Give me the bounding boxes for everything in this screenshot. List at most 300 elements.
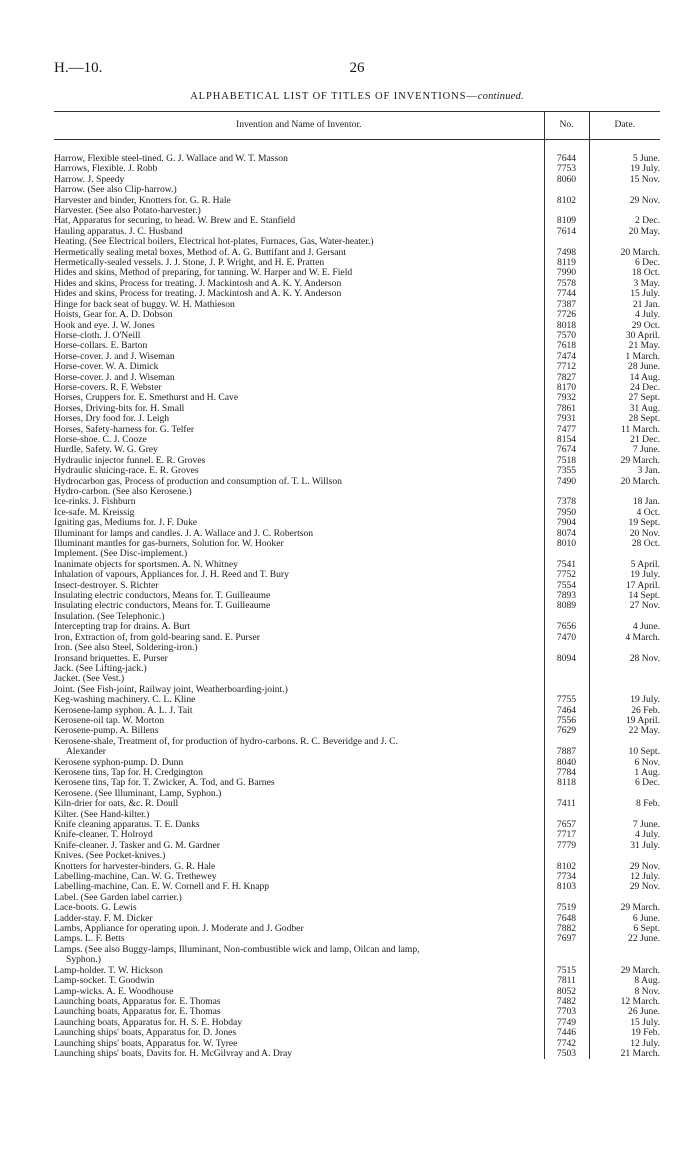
table-row — [54, 549, 660, 559]
invention-cell — [54, 1018, 544, 1028]
invention-cell — [54, 841, 544, 851]
patent-date: 3 Jan. — [589, 466, 660, 476]
invention-cell — [54, 643, 544, 653]
patent-number: 7827 — [544, 373, 589, 383]
invention-text: Iron. (See also Steel, Soldering-iron.) — [54, 643, 198, 654]
table-row — [54, 1039, 660, 1049]
patent-number — [544, 206, 589, 216]
invention-text: Knives. (See Pocket-knives.) — [54, 851, 166, 862]
patent-date: 29 Nov. — [589, 196, 660, 206]
invention-text: Labelling-machine, Can. W. G. Trethewey — [54, 872, 217, 883]
patent-number — [544, 549, 589, 559]
table-row — [54, 591, 660, 601]
table-body — [54, 140, 660, 1060]
patent-date: 3 May. — [589, 279, 660, 289]
table-row — [54, 893, 660, 903]
patent-date — [589, 851, 660, 861]
patent-date: 22 June. — [589, 934, 660, 944]
table-row — [54, 497, 660, 507]
patent-number: 7893 — [544, 591, 589, 601]
invention-text: Kerosene tins, Tap for. H. Credgington — [54, 767, 203, 778]
patent-date — [589, 549, 660, 559]
patent-number: 7717 — [544, 830, 589, 840]
invention-text: Inanimate objects for sportsmen. A. N. Whitney — [54, 559, 238, 570]
patent-number: 7618 — [544, 341, 589, 351]
patent-date: 14 Sept. — [589, 591, 660, 601]
invention-cell — [54, 654, 544, 664]
invention-text: Ironsand briquettes. E. Purser — [54, 653, 168, 664]
patent-number: 7811 — [544, 976, 589, 986]
patent-number: 7378 — [544, 497, 589, 507]
invention-cell — [54, 851, 544, 861]
patent-number: 7515 — [544, 966, 589, 976]
table-row — [54, 581, 660, 591]
patent-date: 21 Dec. — [589, 435, 660, 445]
invention-text: Hydrocarbon gas, Process of production and consumption of. T. L. Willson — [54, 476, 342, 487]
table-row — [54, 477, 660, 487]
patent-number: 7556 — [544, 716, 589, 726]
patent-number: 7474 — [544, 352, 589, 362]
table-row — [54, 1018, 660, 1028]
patent-date: 24 Dec. — [589, 383, 660, 393]
invention-cell — [54, 352, 544, 362]
patent-date: 21 Jan. — [589, 300, 660, 310]
invention-text: Horse-cloth. J. O'Neill — [54, 330, 141, 341]
table-row — [54, 768, 660, 778]
patent-date: 12 March. — [589, 997, 660, 1007]
table-row — [54, 695, 660, 705]
patent-date: 6 June. — [589, 914, 660, 924]
patent-date: 18 Jan. — [589, 497, 660, 507]
patent-date: 21 March. — [589, 1049, 660, 1059]
invention-text: Implement. (See Disc-implement.) — [54, 549, 188, 560]
invention-cell — [54, 487, 544, 497]
invention-text: Harvester and binder, Knotters for. G. R. Hale — [54, 195, 231, 206]
patent-number: 8119 — [544, 258, 589, 268]
invention-text: Hydraulic injector funnel. E. R. Groves — [54, 455, 206, 466]
table-row — [54, 393, 660, 403]
table-row — [54, 810, 660, 820]
table-row — [54, 1028, 660, 1038]
invention-text: Kerosene syphon-pump. D. Dunn — [54, 757, 184, 768]
patent-number: 7674 — [544, 445, 589, 455]
table-row — [54, 196, 660, 206]
patent-date: 19 April. — [589, 716, 660, 726]
invention-text: Launching ships' boats, Apparatus for. D. Jones — [54, 1028, 237, 1039]
invention-text: Ladder-stay. F. M. Dicker — [54, 913, 153, 924]
column-header-date: Date. — [589, 112, 660, 140]
invention-text: Insulation. (See Telephonic.) — [54, 611, 165, 622]
patent-date — [589, 893, 660, 903]
patent-date: 19 July. — [589, 570, 660, 580]
invention-text: Iron, Extraction of, from gold-bearing sand. E. Purser — [54, 632, 260, 643]
table-row — [54, 987, 660, 997]
invention-cell — [54, 987, 544, 997]
table-row — [54, 862, 660, 872]
invention-cell — [54, 268, 544, 278]
patent-date: 30 April. — [589, 331, 660, 341]
patent-number: 7755 — [544, 695, 589, 705]
invention-text: Kilter. (See Hand-kilter.) — [54, 809, 150, 820]
table-row — [54, 529, 660, 539]
patent-date: 20 March. — [589, 477, 660, 487]
invention-cell — [54, 414, 544, 424]
invention-text: Keg-washing machinery. C. L. Kline — [54, 695, 196, 706]
table-row — [54, 175, 660, 185]
invention-text: Horses, Driving-bits for. H. Small — [54, 403, 185, 414]
invention-text: Hermetically sealing metal boxes, Method of. A. G. Buttifant and J. Gersant — [54, 247, 347, 258]
invention-cell — [54, 612, 544, 622]
invention-text: Knife-cleaner. T. Holroyd — [54, 830, 153, 841]
invention-cell — [54, 466, 544, 476]
invention-text: Jacket. (See Vest.) — [54, 674, 125, 685]
invention-cell — [54, 154, 544, 164]
invention-text: Kerosene. (See Illuminant, Lamp, Syphon.) — [54, 788, 222, 799]
patent-number: 7887 — [544, 737, 589, 758]
patent-date: 7 June. — [589, 820, 660, 830]
patent-date: 4 July. — [589, 310, 660, 320]
patent-date — [589, 487, 660, 497]
invention-cell — [54, 529, 544, 539]
page-header — [54, 60, 660, 80]
table-row — [54, 903, 660, 913]
patent-number — [544, 685, 589, 695]
invention-cell — [54, 601, 544, 611]
invention-cell — [54, 685, 544, 695]
patent-number: 7657 — [544, 820, 589, 830]
patent-date: 4 Oct. — [589, 508, 660, 518]
invention-text: Hides and skins, Process for treating. J. Mackintosh and A. K. Y. Anderson — [54, 289, 342, 300]
invention-cell — [54, 164, 544, 174]
patent-number: 7519 — [544, 903, 589, 913]
table-row — [54, 341, 660, 351]
invention-text: Horses, Safety-harness for. G. Telfer — [54, 424, 195, 435]
patent-date: 2 Dec. — [589, 216, 660, 226]
table-row — [54, 601, 660, 611]
patent-date: 12 July. — [589, 1039, 660, 1049]
invention-cell — [54, 820, 544, 830]
table-row — [54, 851, 660, 861]
patent-number: 7518 — [544, 456, 589, 466]
table-row — [54, 445, 660, 455]
patent-date — [589, 945, 660, 966]
table-row — [54, 882, 660, 892]
invention-text: Hermetically-sealed vessels. J. J. Stone, J. P. Wright, and H. E. Pratten — [54, 258, 325, 269]
patent-number: 7411 — [544, 799, 589, 809]
column-header-invention: Invention and Name of Inventor. — [54, 112, 544, 140]
patent-date — [589, 685, 660, 695]
patent-number: 7882 — [544, 924, 589, 934]
table-row — [54, 310, 660, 320]
invention-text-continued: Alexander — [66, 746, 106, 758]
invention-text: Ice-safe. M. Kreissig — [54, 507, 135, 518]
table-row — [54, 570, 660, 580]
invention-text: Lamp-holder. T. W. Hickson — [54, 965, 163, 976]
patent-date: 8 Aug. — [589, 976, 660, 986]
patent-date: 6 Dec. — [589, 778, 660, 788]
patent-number: 7712 — [544, 362, 589, 372]
table-row — [54, 383, 660, 393]
patent-number: 7784 — [544, 768, 589, 778]
patent-number: 8118 — [544, 778, 589, 788]
invention-cell — [54, 1049, 544, 1059]
patent-date: 20 May. — [589, 227, 660, 237]
patent-number — [544, 487, 589, 497]
list-title-main: ALPHABETICAL LIST OF TITLES OF INVENTIONS— — [190, 91, 478, 102]
invention-text: Hydro-carbon. (See also Kerosene.) — [54, 487, 192, 497]
patent-number: 7482 — [544, 997, 589, 1007]
invention-cell — [54, 976, 544, 986]
patent-date: 10 Sept. — [589, 737, 660, 758]
patent-number: 8074 — [544, 529, 589, 539]
table-row — [54, 206, 660, 216]
patent-date: 12 July. — [589, 872, 660, 882]
patent-date: 28 Sept. — [589, 414, 660, 424]
invention-text: Jack. (See Lifting-jack.) — [54, 663, 147, 674]
list-title — [54, 91, 660, 102]
invention-text: Horse-cover. W. A. Dimick — [54, 362, 159, 373]
patent-date — [589, 674, 660, 684]
invention-cell — [54, 768, 544, 778]
patent-number: 8102 — [544, 196, 589, 206]
invention-text: Hoists, Gear for. A. D. Dobson — [54, 310, 173, 321]
invention-text: Horse-cover. J. and J. Wiseman — [54, 372, 175, 383]
patent-number: 7752 — [544, 570, 589, 580]
invention-cell — [54, 477, 544, 487]
patent-number: 7541 — [544, 560, 589, 570]
invention-cell — [54, 945, 544, 966]
invention-cell — [54, 966, 544, 976]
invention-text: Hides and skins, Method of preparing, for tanning. W. Harper and W. E. Field — [54, 268, 353, 279]
invention-text: Horse-covers. R. F. Webster — [54, 382, 162, 393]
invention-cell — [54, 518, 544, 528]
table-row — [54, 612, 660, 622]
page-number: 26 — [349, 60, 365, 76]
invention-cell — [54, 633, 544, 643]
patent-date: 8 Feb. — [589, 799, 660, 809]
patent-date: 8 Nov. — [589, 987, 660, 997]
patent-number — [544, 789, 589, 799]
table-row — [54, 279, 660, 289]
patent-date: 20 Nov. — [589, 529, 660, 539]
patent-date: 27 Sept. — [589, 393, 660, 403]
table-row — [54, 685, 660, 695]
patent-number — [544, 643, 589, 653]
invention-text: Launching ships' boats, Davits for. H. McGilvray and A. Dray — [54, 1048, 293, 1059]
patent-date: 31 July. — [589, 841, 660, 851]
table-row — [54, 289, 660, 299]
invention-cell — [54, 445, 544, 455]
invention-text: Kerosene tins, Tap for. T. Zwicker, A. Tod, and G. Barnes — [54, 778, 275, 789]
patent-number: 7503 — [544, 1049, 589, 1059]
invention-text: Label. (See Garden label carrier.) — [54, 892, 182, 903]
table-row — [54, 258, 660, 268]
invention-text: Harrow. (See also Clip-harrow.) — [54, 185, 177, 196]
patent-date: 29 March. — [589, 456, 660, 466]
invention-text: Illuminant mantles for gas-burners, Solution for. W. Hooker — [54, 539, 284, 550]
patent-number: 7477 — [544, 425, 589, 435]
table-row — [54, 373, 660, 383]
invention-cell — [54, 570, 544, 580]
patent-number — [544, 185, 589, 195]
patent-date: 28 June. — [589, 362, 660, 372]
patent-number: 8094 — [544, 654, 589, 664]
table-row — [54, 758, 660, 768]
patent-date: 29 Oct. — [589, 321, 660, 331]
list-title-suffix: continued. — [477, 91, 524, 102]
invention-cell — [54, 737, 544, 758]
patent-number: 7648 — [544, 914, 589, 924]
invention-cell — [54, 321, 544, 331]
invention-text: Harrow. J. Speedy — [54, 174, 125, 185]
invention-cell — [54, 373, 544, 383]
invention-cell — [54, 279, 544, 289]
invention-cell — [54, 872, 544, 882]
table-row — [54, 726, 660, 736]
invention-cell — [54, 560, 544, 570]
invention-cell — [54, 206, 544, 216]
invention-cell — [54, 893, 544, 903]
table-row — [54, 706, 660, 716]
invention-text: Hauling apparatus. J. C. Husband — [54, 226, 183, 237]
invention-text: Kerosene-shale, Treatment of, for production of hydro-carbons. R. C. Beveridge and J. C. — [54, 736, 398, 747]
table-row — [54, 872, 660, 882]
table-row — [54, 841, 660, 851]
patent-date: 29 Nov. — [589, 862, 660, 872]
patent-date: 6 Sept. — [589, 924, 660, 934]
invention-cell — [54, 581, 544, 591]
invention-cell — [54, 289, 544, 299]
table-row — [54, 799, 660, 809]
patent-number: 7744 — [544, 289, 589, 299]
patent-number: 7749 — [544, 1018, 589, 1028]
table-row — [54, 560, 660, 570]
invention-cell — [54, 726, 544, 736]
inventions-table — [54, 111, 660, 1059]
table-row — [54, 487, 660, 497]
patent-date: 19 July. — [589, 695, 660, 705]
patent-date: 6 Dec. — [589, 258, 660, 268]
table-row — [54, 1049, 660, 1059]
table-row — [54, 237, 660, 247]
patent-date — [589, 789, 660, 799]
invention-cell — [54, 300, 544, 310]
invention-text: Launching ships' boats, Apparatus for. W. Tyree — [54, 1038, 238, 1049]
invention-cell — [54, 810, 544, 820]
invention-cell — [54, 216, 544, 226]
patent-number: 8170 — [544, 383, 589, 393]
table-row — [54, 945, 660, 966]
invention-cell — [54, 664, 544, 674]
invention-text: Knife-cleaner. J. Tasker and G. M. Gardner — [54, 840, 220, 851]
patent-number: 7931 — [544, 414, 589, 424]
patent-date: 29 Nov. — [589, 882, 660, 892]
invention-cell — [54, 934, 544, 944]
patent-date: 20 March. — [589, 248, 660, 258]
patent-date: 11 March. — [589, 425, 660, 435]
invention-text: Horses, Cruppers for. E. Smethurst and H. Cave — [54, 393, 239, 404]
table-row — [54, 997, 660, 1007]
invention-text: Ice-rinks. J. Fishburn — [54, 497, 136, 508]
patent-date — [589, 612, 660, 622]
table-row — [54, 435, 660, 445]
table-row — [54, 216, 660, 226]
invention-text: Launching boats, Apparatus for. E. Thomas — [54, 1007, 221, 1018]
invention-text: Harvester. (See also Potato-harvester.) — [54, 206, 201, 217]
invention-cell — [54, 508, 544, 518]
invention-cell — [54, 258, 544, 268]
invention-cell — [54, 997, 544, 1007]
patent-number: 7614 — [544, 227, 589, 237]
patent-number: 8102 — [544, 862, 589, 872]
invention-text: Inhalation of vapours, Appliances for. J. H. Reed and T. Bury — [54, 570, 289, 581]
patent-number: 7861 — [544, 404, 589, 414]
patent-date: 31 Aug. — [589, 404, 660, 414]
invention-cell — [54, 1028, 544, 1038]
invention-text: Hurdle, Safety. W. G. Grey — [54, 445, 158, 456]
patent-date — [589, 810, 660, 820]
table-row — [54, 737, 660, 758]
patent-date: 5 April. — [589, 560, 660, 570]
patent-number: 7697 — [544, 934, 589, 944]
patent-number: 8154 — [544, 435, 589, 445]
table-row — [54, 404, 660, 414]
invention-cell — [54, 903, 544, 913]
table-row — [54, 456, 660, 466]
patent-date: 6 Nov. — [589, 758, 660, 768]
invention-text-continued: Syphon.) — [66, 954, 101, 966]
patent-number: 7446 — [544, 1028, 589, 1038]
patent-date: 15 July. — [589, 1018, 660, 1028]
table-row — [54, 1007, 660, 1017]
invention-cell — [54, 185, 544, 195]
patent-date: 4 July. — [589, 830, 660, 840]
invention-cell — [54, 862, 544, 872]
patent-date: 4 June. — [589, 622, 660, 632]
patent-date — [589, 664, 660, 674]
patent-number: 7464 — [544, 706, 589, 716]
patent-number — [544, 810, 589, 820]
table-row — [54, 518, 660, 528]
patent-number — [544, 674, 589, 684]
table-row — [54, 674, 660, 684]
table-row — [54, 164, 660, 174]
table-row — [54, 185, 660, 195]
invention-cell — [54, 341, 544, 351]
patent-date: 7 June. — [589, 445, 660, 455]
patent-date: 1 Aug. — [589, 768, 660, 778]
patent-number: 7932 — [544, 393, 589, 403]
patent-date: 1 March. — [589, 352, 660, 362]
patent-number: 7554 — [544, 581, 589, 591]
invention-cell — [54, 456, 544, 466]
patent-number: 7498 — [544, 248, 589, 258]
invention-text: Launching boats, Apparatus for. E. Thomas — [54, 996, 221, 1007]
invention-text: Harrow, Flexible steel-tined. G. J. Wallace and W. T. Masson — [54, 154, 288, 164]
table-row — [54, 248, 660, 258]
patent-number — [544, 851, 589, 861]
patent-number: 8010 — [544, 539, 589, 549]
table-row — [54, 914, 660, 924]
invention-text: Lamps. L. F. Betts — [54, 934, 125, 945]
patent-date: 19 Sept. — [589, 518, 660, 528]
invention-cell — [54, 799, 544, 809]
column-header-no: No. — [544, 112, 589, 140]
patent-date: 19 July. — [589, 164, 660, 174]
document-reference: H.—10. — [54, 60, 103, 76]
invention-text: Lamps. (See also Buggy-lamps, Illuminant, Non-combustible wick and lamp, Oilcan and lamp, — [54, 944, 420, 955]
invention-cell — [54, 425, 544, 435]
